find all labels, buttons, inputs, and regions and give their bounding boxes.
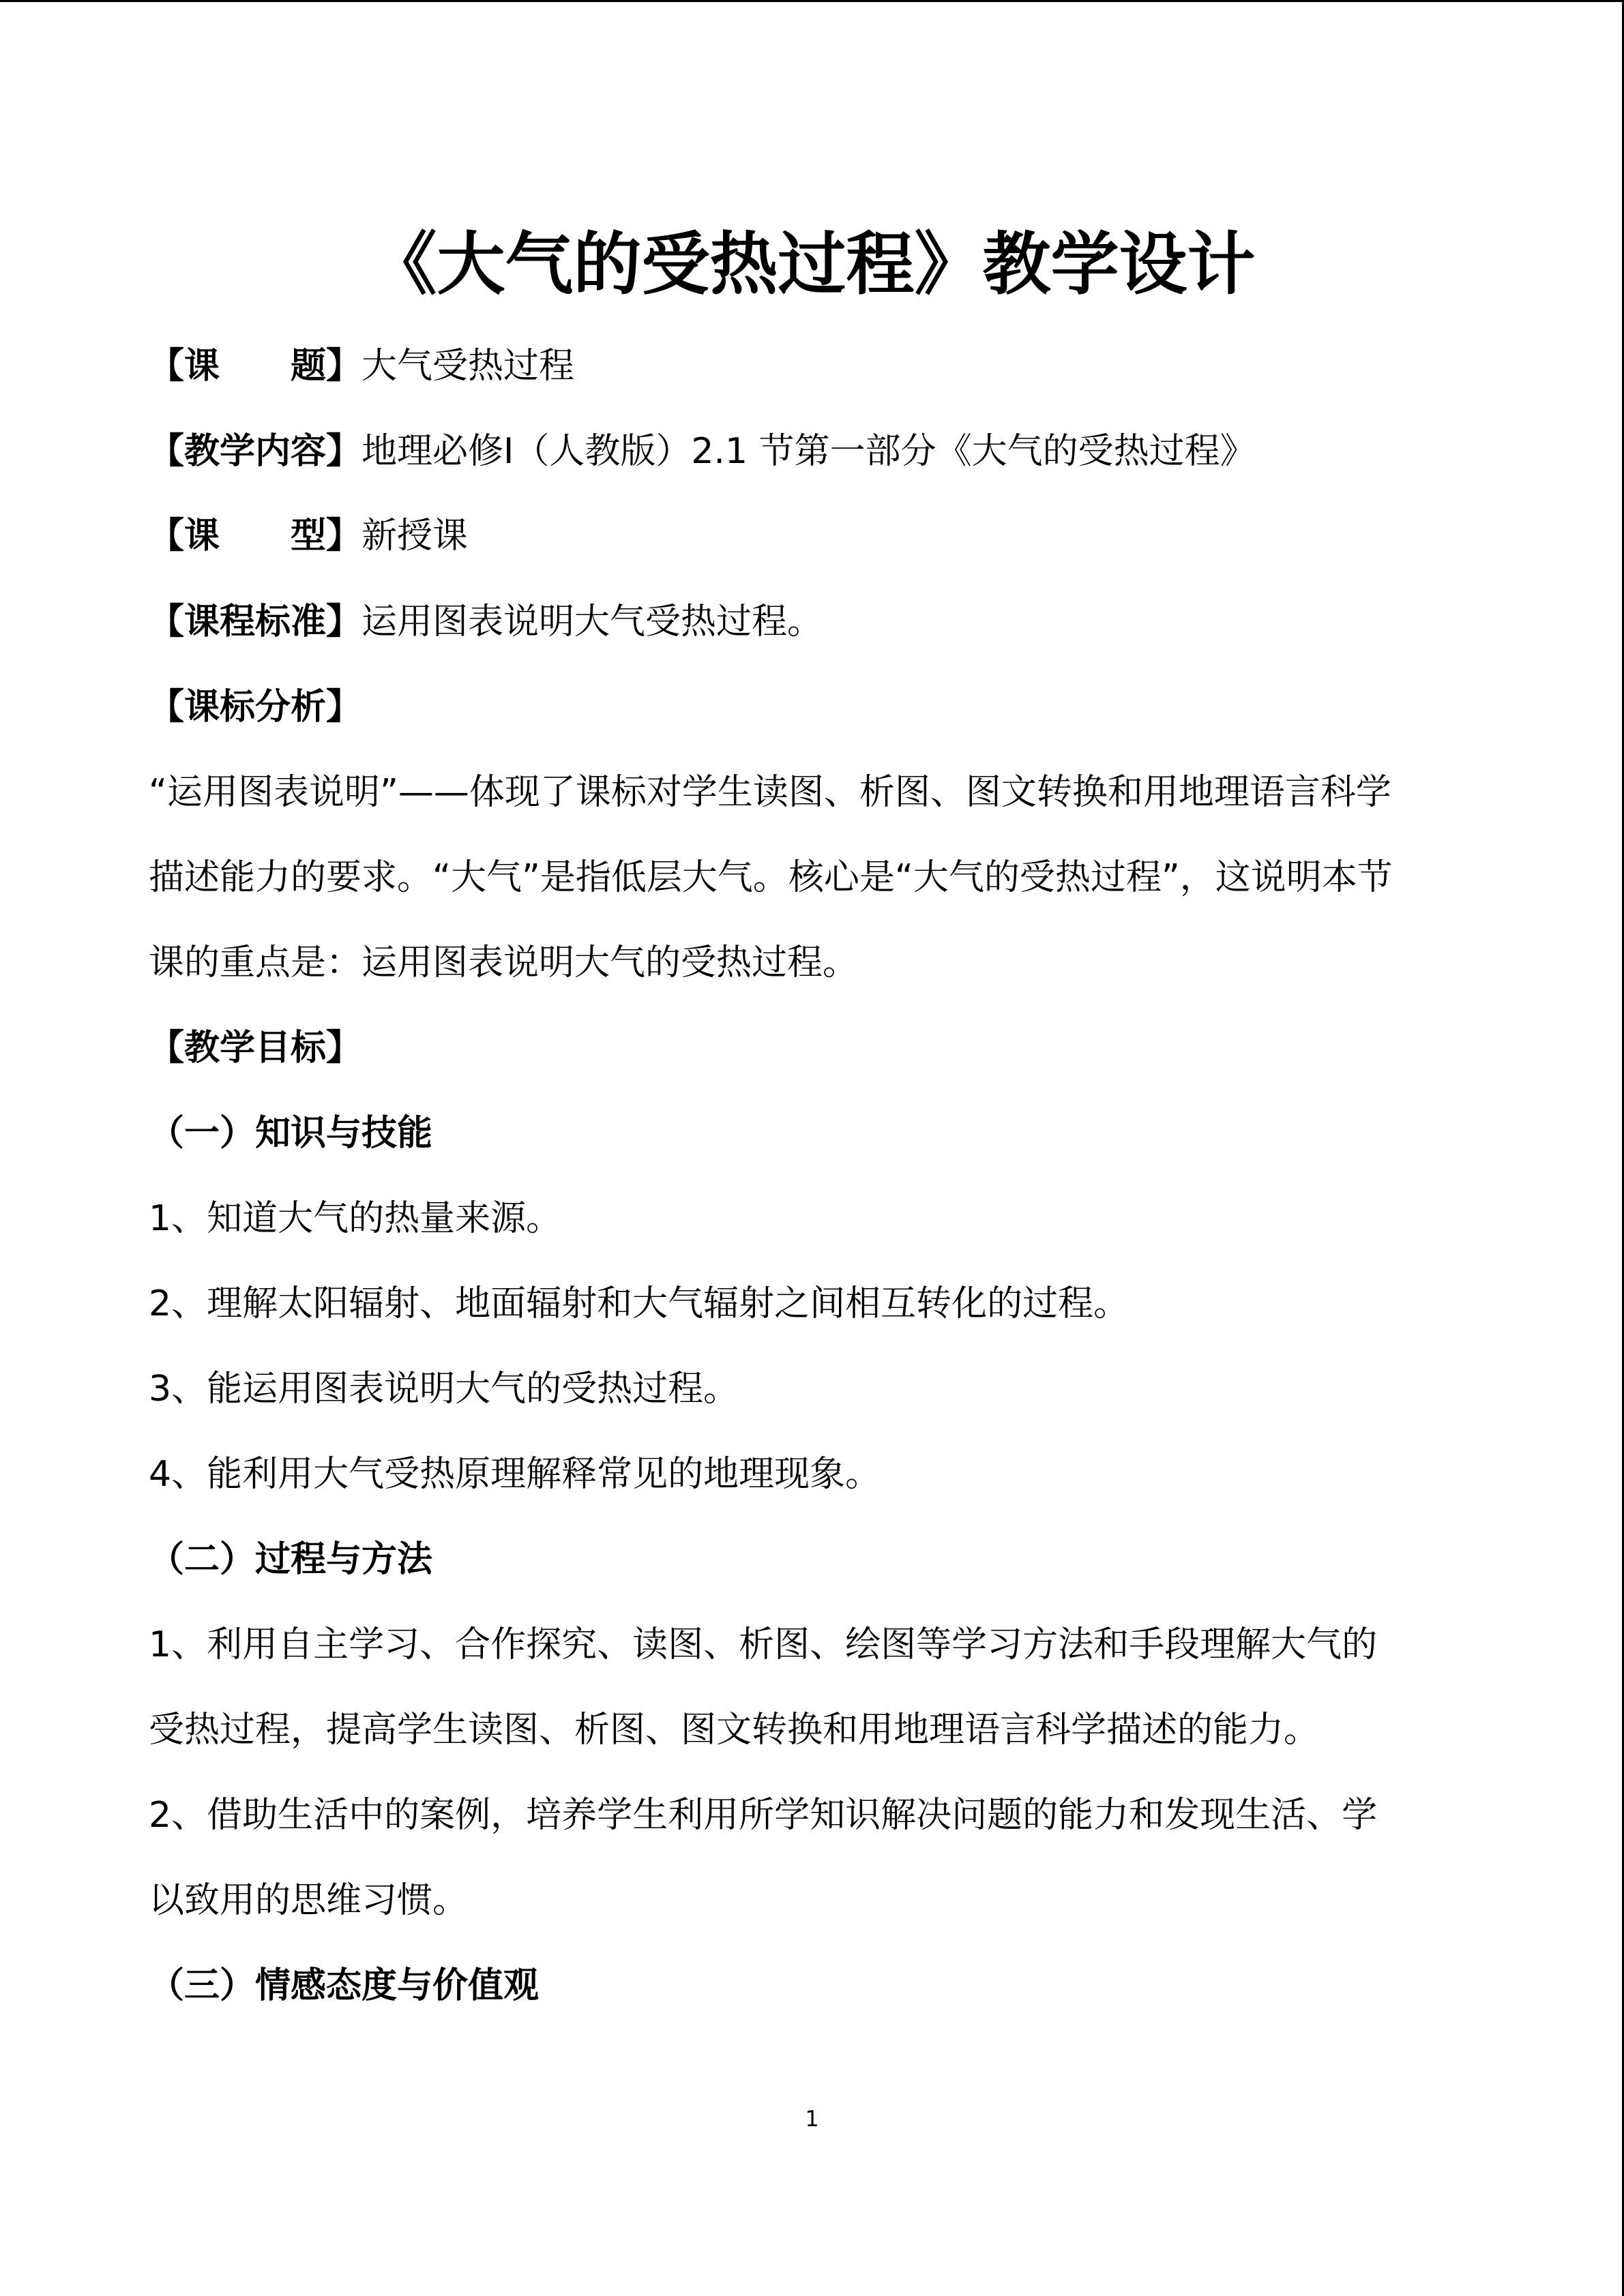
meta-label-standard: 【课程标准】	[149, 601, 362, 642]
meta-row-standard	[149, 595, 1475, 649]
process-line: 1、利用自主学习、合作探究、读图、析图、绘图等学习方法和手段理解大气的	[149, 1624, 1378, 1665]
meta-value-standard: 运用图表说明大气受热过程。	[361, 601, 823, 642]
analysis-line: 课的重点是：运用图表说明大气的受热过程。	[149, 942, 859, 983]
analysis-line: 描述能力的要求。“大气”是指低层大气。核心是“大气的受热过程”，这说明本节	[149, 857, 1393, 898]
meta-label-content: 【教学内容】	[149, 431, 362, 472]
page-top-border	[0, 0, 1624, 2]
attitude-heading: （三）情感态度与价值观	[149, 1965, 540, 2006]
meta-row-topic	[149, 339, 1475, 393]
meta-label-type: 【课 型】	[149, 516, 362, 556]
process-line: 受热过程，提高学生读图、析图、图文转换和用地理语言科学描述的能力。	[149, 1710, 1320, 1750]
knowledge-item: 2、理解太阳辐射、地面辐射和大气辐射之间相互转化的过程。	[149, 1283, 1130, 1324]
meta-label-topic: 【课 题】	[149, 346, 362, 387]
process-line: 以致用的思维习惯。	[149, 1880, 469, 1921]
analysis-heading: 【课标分析】	[149, 687, 362, 728]
knowledge-heading: （一）知识与技能	[149, 1113, 433, 1154]
knowledge-item: 3、能运用图表说明大气的受热过程。	[149, 1369, 739, 1410]
page-number: 1	[805, 2106, 819, 2132]
meta-value-type: 新授课	[361, 516, 469, 556]
process-line: 2、借助生活中的案例，培养学生利用所学知识解决问题的能力和发现生活、学	[149, 1795, 1378, 1836]
objectives-heading: 【教学目标】	[149, 1028, 362, 1069]
meta-row-type	[149, 509, 1475, 563]
meta-value-topic: 大气受热过程	[361, 346, 575, 387]
meta-value-content: 地理必修Ⅰ（人教版）2.1 节第一部分《大气的受热过程》	[361, 431, 1256, 472]
knowledge-item: 1、知道大气的热量来源。	[149, 1198, 562, 1239]
meta-row-content	[149, 424, 1475, 479]
process-heading: （二）过程与方法	[149, 1539, 433, 1580]
knowledge-item: 4、能利用大气受热原理解释常见的地理现象。	[149, 1454, 881, 1495]
analysis-line: “运用图表说明”——体现了课标对学生读图、析图、图文转换和用地理语言科学	[149, 772, 1391, 813]
document-title: 《大气的受热过程》教学设计	[368, 224, 1256, 304]
